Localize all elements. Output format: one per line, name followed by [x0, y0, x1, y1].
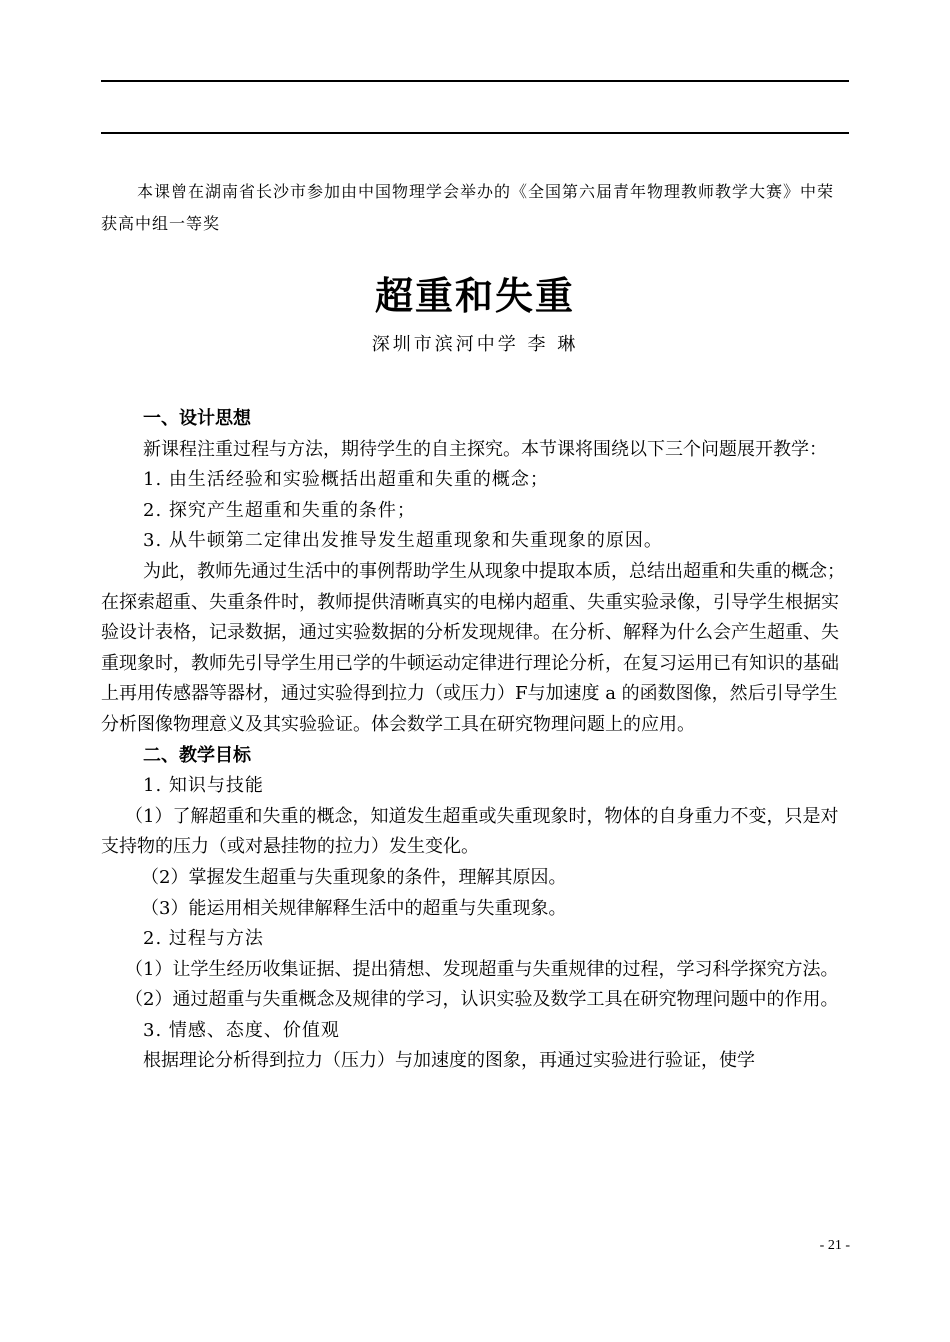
paragraph: （2）通过超重与失重概念及规律的学习，认识实验及数学工具在研究物理问题中的作用。: [125, 989, 839, 1011]
award-note: 本课曾在湖南省长沙市参加由中国物理学会举办的《全国第六届青年物理教师教学大赛》中荣获高中组一等奖: [101, 182, 835, 233]
list-item: 1. 由生活经验和实验概括出超重和失重的概念；: [143, 469, 549, 491]
header-rule-top: [101, 80, 849, 82]
paragraph: 为此，教师先通过生活中的事例帮助学生从现象中提取本质，总结出超重和失重的概念；在探索超重、失重条件时，教师提供清晰真实的电梯内超重、失重实验录像，引导学生根据实验设计表格，记录数据，通过实验数据的分析发现规律。在分析、解释为什么会产生超重、失重现象时，教师先引导学生用已学的牛顿运动定律进行理论分析，在复习运用已有知识的基础上再用传感器等器材，通过实验得到拉力（或压力）F与加速度 a 的函数图像，然后引导学生分析图像物理意义及其实验验证。体会数学工具在研究物理问题上的应用。: [101, 560, 845, 735]
paragraph: （1）让学生经历收集证据、提出猜想、发现超重与失重规律的过程，学习科学探究方法。: [125, 958, 839, 980]
list-item: 2. 探究产生超重和失重的条件；: [143, 499, 416, 521]
list-item: 3. 从牛顿第二定律出发推导发生超重现象和失重现象的原因。: [143, 530, 663, 552]
paragraph: （2）掌握发生超重与失重现象的条件，理解其原因。: [141, 866, 567, 888]
paragraph: 新课程注重过程与方法，期待学生的自主探究。本节课将围绕以下三个问题展开教学：: [143, 438, 827, 460]
paragraph: （1）了解超重和失重的概念，知道发生超重或失重现象时，物体的自身重力不变，只是对支持物的压力（或对悬挂物的拉力）发生变化。: [101, 805, 839, 858]
header-rule-bottom: [101, 132, 849, 134]
section-heading-design: 一、设计思想: [143, 408, 251, 429]
paragraph: （3）能运用相关规律解释生活中的超重与失重现象。: [141, 897, 567, 919]
subsection-heading: 1. 知识与技能: [143, 775, 264, 797]
document-title: 超重和失重: [374, 274, 575, 318]
paragraph: 根据理论分析得到拉力（压力）与加速度的图象，再通过实验进行验证，使学: [143, 1050, 755, 1072]
subsection-heading: 2. 过程与方法: [143, 928, 264, 950]
section-heading-goals: 二、教学目标: [143, 744, 251, 766]
subsection-heading: 3. 情感、态度、价值观: [143, 1019, 340, 1041]
page-number: - 21 -: [819, 1238, 850, 1253]
author-line: 深圳市滨河中学 李 琳: [371, 334, 579, 355]
document-body: [101, 404, 849, 1077]
